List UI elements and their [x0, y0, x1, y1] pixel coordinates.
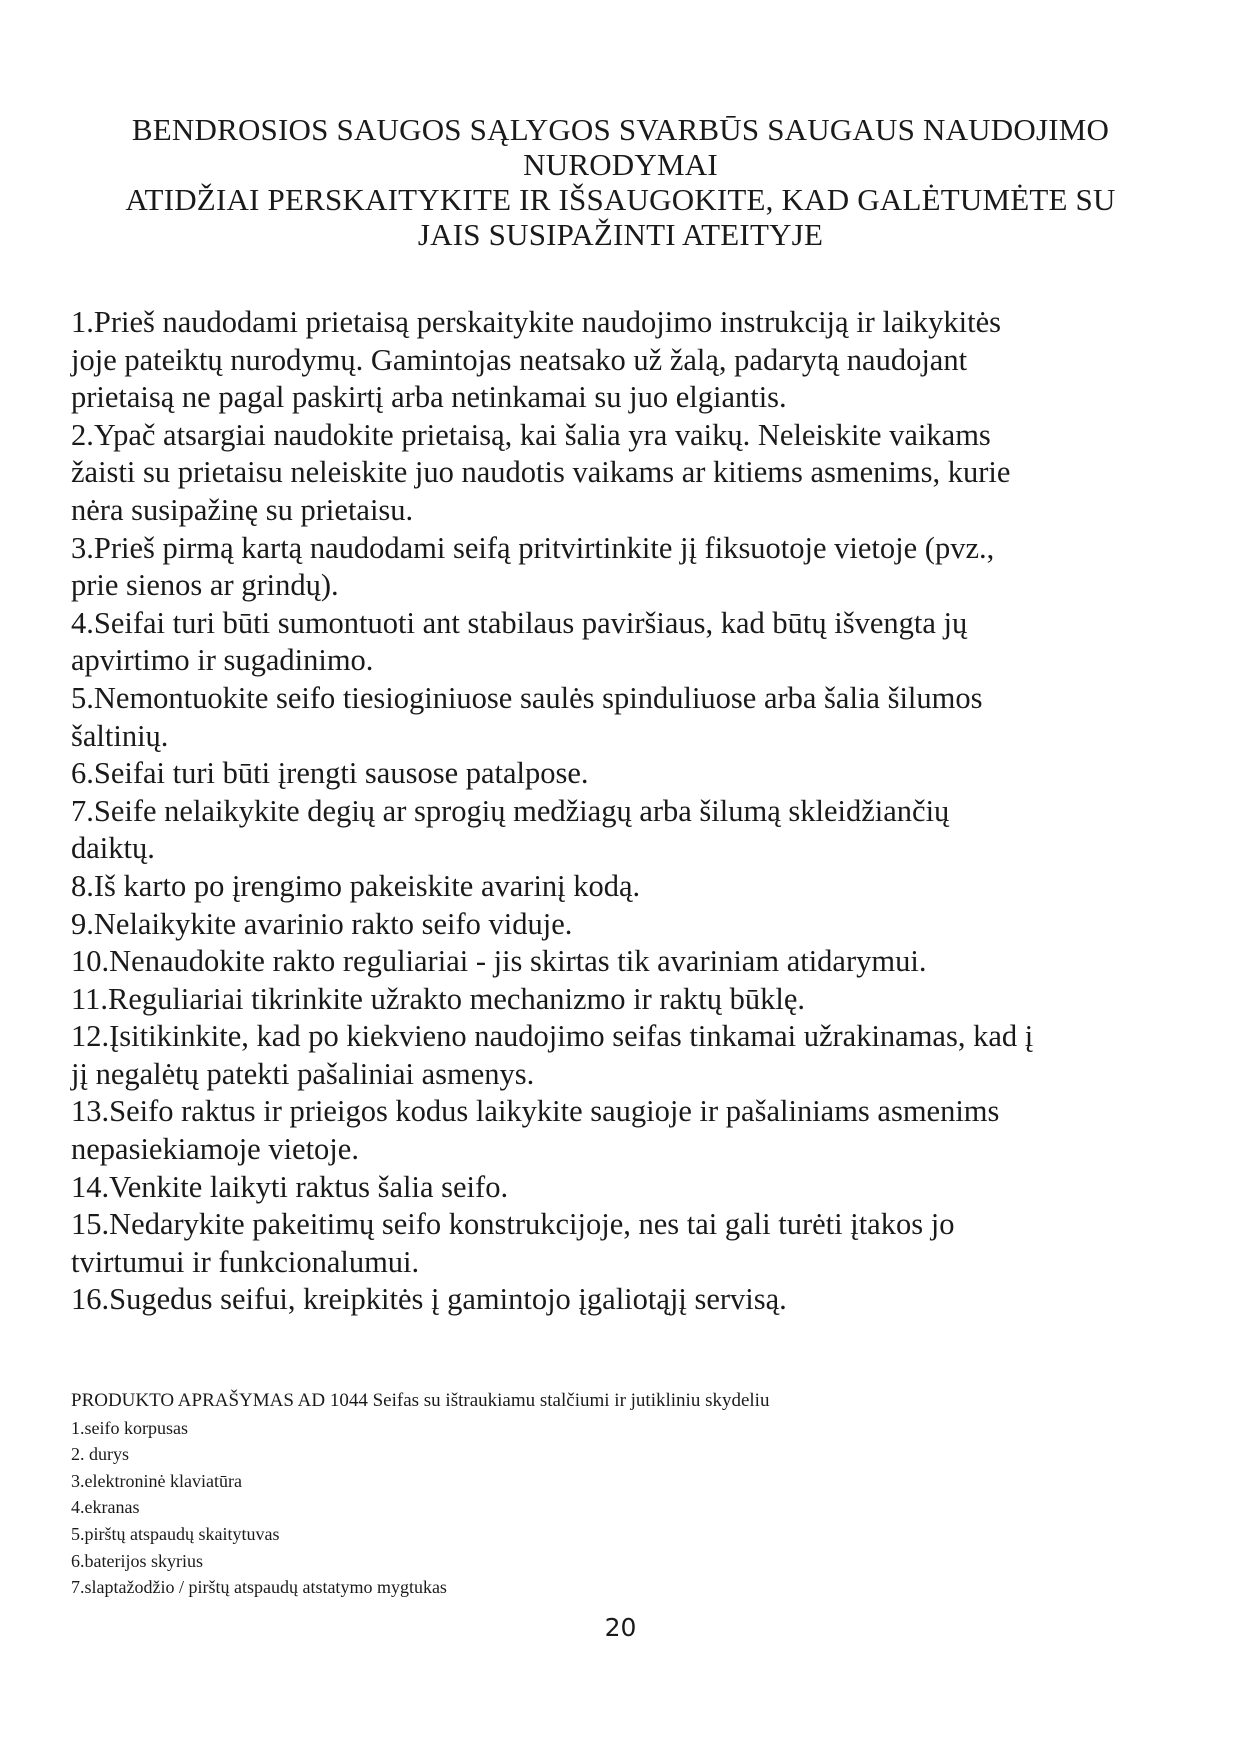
instruction-line: 5.Nemontuokite seifo tiesioginiuose saulės spinduliuose arba šalia šilumos: [71, 680, 983, 715]
instruction-line: prietaisą ne pagal paskirtį arba netinkamai su juo elgiantis.: [71, 380, 787, 415]
page-number: 20: [604, 1613, 637, 1642]
instruction-line: prie sienos ar grindų).: [71, 568, 339, 603]
heading-line: ATIDŽIAI PERSKAITYKITE IR IŠSAUGOKITE, KAD GALĖTUMĖTE SU: [125, 182, 1116, 217]
instruction-line: nėra susipažinę su prietaisu.: [71, 492, 414, 527]
part-item: 1.seifo korpusas: [71, 1417, 188, 1438]
instruction-line: 7.Seife nelaikykite degių ar sprogių medžiagų arba šilumą skleidžiančių: [71, 793, 950, 828]
instruction-line: 15.Nedarykite pakeitimų seifo konstrukcijoje, nes tai gali turėti įtakos jo: [71, 1207, 955, 1242]
instruction-line: 12.Įsitikinkite, kad po kiekvieno naudojimo seifas tinkamai užrakinamas, kad į: [71, 1019, 1034, 1054]
instruction-line: 14.Venkite laikyti raktus šalia seifo.: [71, 1169, 509, 1204]
heading-line: JAIS SUSIPAŽINTI ATEITYJE: [417, 217, 824, 252]
part-item: 2. durys: [71, 1444, 129, 1465]
instruction-line: 9.Nelaikykite avarinio rakto seifo viduje.: [71, 906, 573, 941]
part-item: 4.ekranas: [71, 1497, 140, 1518]
instruction-line: daiktų.: [71, 831, 155, 866]
instruction-line: 4.Seifai turi būti sumontuoti ant stabilaus paviršiaus, kad būtų išvengta jų: [71, 605, 968, 640]
part-item: 7.slaptažodžio / pirštų atspaudų atstatymo mygtukas: [71, 1577, 447, 1598]
instruction-line: 13.Seifo raktus ir prieigos kodus laikykite saugioje ir pašaliniams asmenims: [71, 1094, 1000, 1129]
instruction-line: 6.Seifai turi būti įrengti sausose patalpose.: [71, 756, 589, 791]
safety-instructions: [71, 304, 1151, 1319]
heading-line: NURODYMAI: [523, 147, 718, 182]
safety-heading: [60, 112, 1181, 252]
instruction-line: 3.Prieš pirmą kartą naudodami seifą pritvirtinkite jį fiksuotoje vietoje (pvz.,: [71, 530, 995, 565]
part-item: 5.pirštų atspaudų skaitytuvas: [71, 1523, 280, 1544]
instruction-line: žaisti su prietaisu neleiskite juo naudotis vaikams ar kitiems asmenims, kurie: [71, 455, 1011, 490]
instruction-line: šaltinių.: [71, 718, 169, 753]
product-description: [71, 1388, 1151, 1601]
instruction-line: 10.Nenaudokite rakto reguliariai - jis skirtas tik avariniam atidarymui.: [71, 944, 927, 979]
instruction-line: 1.Prieš naudodami prietaisą perskaitykite naudojimo instrukciją ir laikykitės: [71, 305, 1002, 339]
instruction-line: tvirtumui ir funkcionalumui.: [71, 1244, 420, 1279]
instruction-line: 11.Reguliariai tikrinkite užrakto mechanizmo ir raktų būklę.: [71, 981, 806, 1016]
instruction-line: nepasiekiamoje vietoje.: [71, 1132, 359, 1167]
product-description-title: PRODUKTO APRAŠYMAS AD 1044 Seifas su ištraukiamu stalčiumi ir jutikliniu skydeliu: [71, 1390, 770, 1411]
instruction-line: 2.Ypač atsargiai naudokite prietaisą, kai šalia yra vaikų. Neleiskite vaikams: [71, 417, 991, 452]
heading-line: BENDROSIOS SAUGOS SĄLYGOS SVARBŪS SAUGAUS NAUDOJIMO: [131, 112, 1110, 147]
part-item: 3.elektroninė klaviatūra: [71, 1470, 242, 1491]
instruction-line: 8.Iš karto po įrengimo pakeiskite avarinį kodą.: [71, 868, 641, 903]
instruction-line: 16.Sugedus seifui, kreipkitės į gamintojo įgaliotąjį servisą.: [71, 1282, 787, 1317]
instruction-line: apvirtimo ir sugadinimo.: [71, 643, 374, 678]
instruction-line: jį negalėtų patekti pašaliniai asmenys.: [71, 1056, 535, 1091]
part-item: 6.baterijos skyrius: [71, 1550, 203, 1571]
instruction-line: joje pateiktų nurodymų. Gamintojas neatsako už žalą, padarytą naudojant: [71, 342, 968, 377]
